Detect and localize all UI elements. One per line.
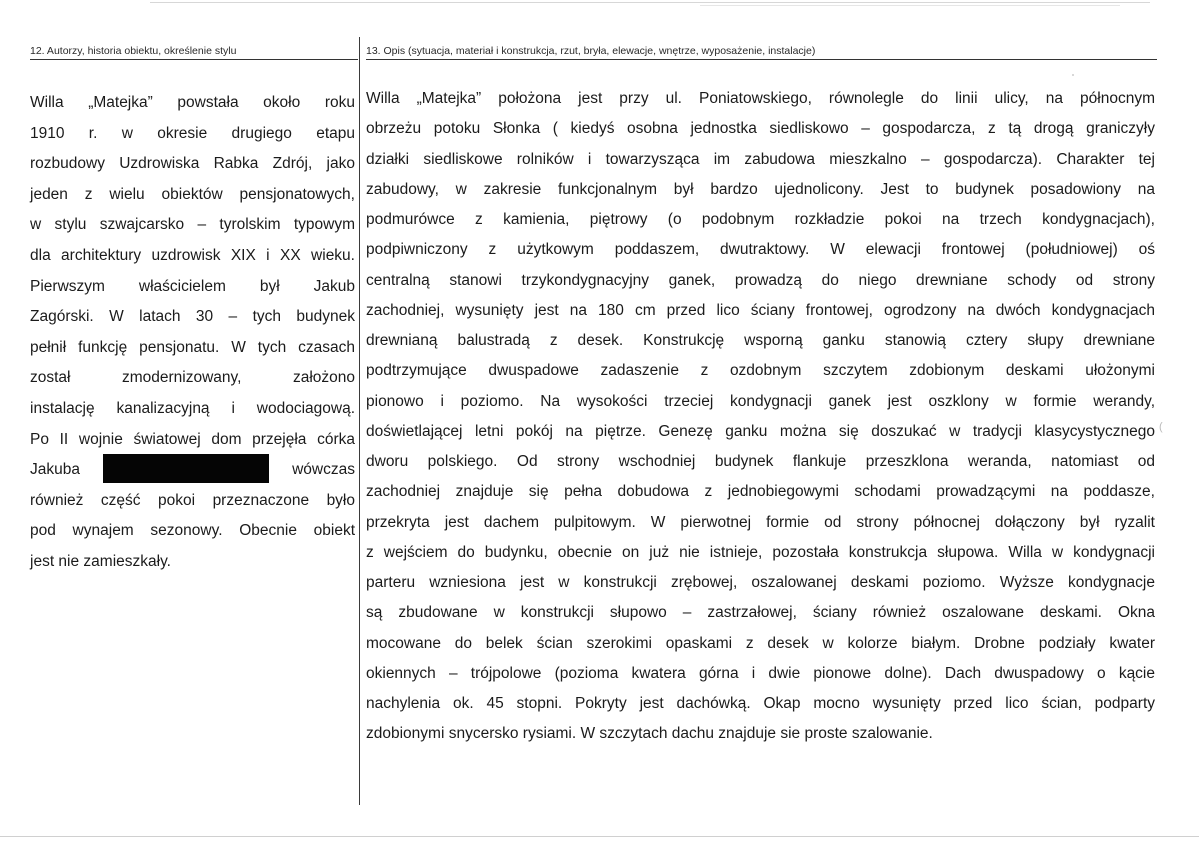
section-12-header: 12. Autorzy, historia obiektu, określenie stylu xyxy=(30,45,358,60)
history-line: Po II wojnie światowej dom przejęła córka xyxy=(30,430,355,448)
history-line: w stylu szwajcarsko – tyrolskim typowym xyxy=(30,216,355,234)
description-line: okiennych – trójpolowe (pozioma kwatera górna i dwie pionowe dolne). Dach dwuspadowy o kącie xyxy=(366,664,1155,682)
redacted-line-before: Jakuba xyxy=(30,461,80,479)
description-line: dworu polskiego. Od strony wschodniej budynek flankuje przeszklona weranda, natomiast od xyxy=(366,453,1155,470)
history-line: został zmodernizowany, założono xyxy=(30,369,355,387)
description-line: są zbudowane w konstrukcji słupowo – zastrzałowej, ściany również oszalowane deskami. Okna xyxy=(366,604,1155,622)
description-line: podtrzymujące dwuspadowe zadaszenie z ozdobnym szczytem zdobionym deskami ułożonymi xyxy=(366,362,1155,380)
redacted-line-after: wówczas xyxy=(292,461,355,479)
history-line: 1910 r. w okresie drugiego etapu xyxy=(30,124,355,142)
history-line: Pierwszym właścicielem był Jakub xyxy=(30,277,355,295)
description-line: podmurówce z kamienia, piętrowy (o podobnym rozkładzie pokoi na trzech kondygnacjach), xyxy=(366,211,1155,228)
description-line: działki siedliskowe rolników i towarzysząca im zabudowa mieszkalno – gospodarcza). Charakter tej xyxy=(366,150,1155,168)
description-line: obrzeżu potoku Słonka ( kiedyś osobna jednostka siedliskowo – gospodarcza, z tą drogą graniczyły xyxy=(366,120,1155,138)
section-12-body xyxy=(30,88,355,578)
description-line: pionowo i poziomo. Na wysokości trzeciej kondygnacji ganek jest oszklony w formie werandy, xyxy=(366,392,1155,410)
description-line: nachylenia ok. 45 stopni. Pokryty jest dachówką. Okap mocno wysunięty przed lico ścian, podparty xyxy=(366,695,1155,712)
scan-margin-mark: ( xyxy=(1159,421,1163,433)
description-line: Willa „Matejka” położona jest przy ul. Poniatowskiego, równolegle do linii ulicy, na północnym xyxy=(366,90,1155,107)
history-line-redacted xyxy=(30,455,355,486)
description-line: zabudowy, w zakresie funkcjonalnym był bardzo ujednolicony. Jest to budynek posadowiony na xyxy=(366,180,1155,198)
section-13-header: 13. Opis (sytuacja, materiał i konstrukcja, rzut, bryła, elewacje, wnętrze, wyposażenie, instalacje) xyxy=(366,45,1157,60)
history-line: pod wynajem sezonowy. Obecnie obiekt xyxy=(30,522,355,540)
history-line: pełnił funkcję pensjonatu. W tych czasach xyxy=(30,338,355,356)
description-line: drewnianą balustradą z desek. Konstrukcję wsporną ganku stanowią cztery słupy drewniane xyxy=(366,332,1155,349)
scan-artifact-line xyxy=(700,5,1120,6)
scan-edge-bottom xyxy=(0,836,1199,837)
scan-artifact-line xyxy=(150,2,1150,3)
column-divider xyxy=(359,37,360,805)
scan-edge-top xyxy=(0,0,1199,8)
history-line: instalację kanalizacyjną i wodociagową. xyxy=(30,399,355,417)
description-line: mocowane do belek ścian szerokimi opaskami z desek w kolorze białym. Drobne podziały kwater xyxy=(366,634,1155,652)
description-line: zdobionymi snycersko rysiami. W szczytach dachu znajduje sie proste szalowanie. xyxy=(366,725,933,743)
description-line: podpiwniczony z użytkowym poddaszem, dwutraktowy. W elewacji frontowej (południowej) oś xyxy=(366,241,1155,259)
scan-dust-mark xyxy=(1072,74,1074,76)
history-line: jest nie zamieszkały. xyxy=(30,552,171,570)
history-line: dla architektury uzdrowisk XIX i XX wieku. xyxy=(30,246,355,264)
section-13-body xyxy=(366,84,1155,750)
description-line: doświetlającej letni pokój na piętrze. Genezę ganku można się doszukać w tradycji klasycystycznego xyxy=(366,422,1155,440)
description-line: z wejściem do budynku, obecnie on już nie istnieje, pozostała konstrukcja słupowa. Willa w kondygnacji xyxy=(366,543,1155,561)
history-line: również część pokoi przeznaczone było xyxy=(30,491,355,509)
history-line: Zagórski. W latach 30 – tych budynek xyxy=(30,308,355,326)
description-line: przekryta jest dachem pulpitowym. W pierwotnej formie od strony północnej dołączony był ryzalit xyxy=(366,513,1155,531)
history-line: Willa „Matejka” powstała około roku xyxy=(30,94,355,111)
history-line: rozbudowy Uzdrowiska Rabka Zdrój, jako xyxy=(30,155,355,173)
history-line: jeden z wielu obiektów pensjonatowych, xyxy=(30,185,355,203)
description-line: parteru wzniesiona jest w konstrukcji zrębowej, oszalowanej deskami poziomo. Wyższe kondygnacje xyxy=(366,574,1155,591)
redaction-box xyxy=(103,454,269,483)
description-line: zachodniej, wysunięty jest na 180 cm przed lico ściany frontowej, ogrodzony na dwóch kondygnacjach xyxy=(366,301,1155,319)
description-line: zachodniej znajduje się pełna dobudowa z jednobiegowymi schodami prowadzącymi na poddasze, xyxy=(366,483,1155,501)
description-line: centralną stanowi trzykondygnacyjny ganek, prowadzą do niego drewniane schody od strony xyxy=(366,271,1155,289)
